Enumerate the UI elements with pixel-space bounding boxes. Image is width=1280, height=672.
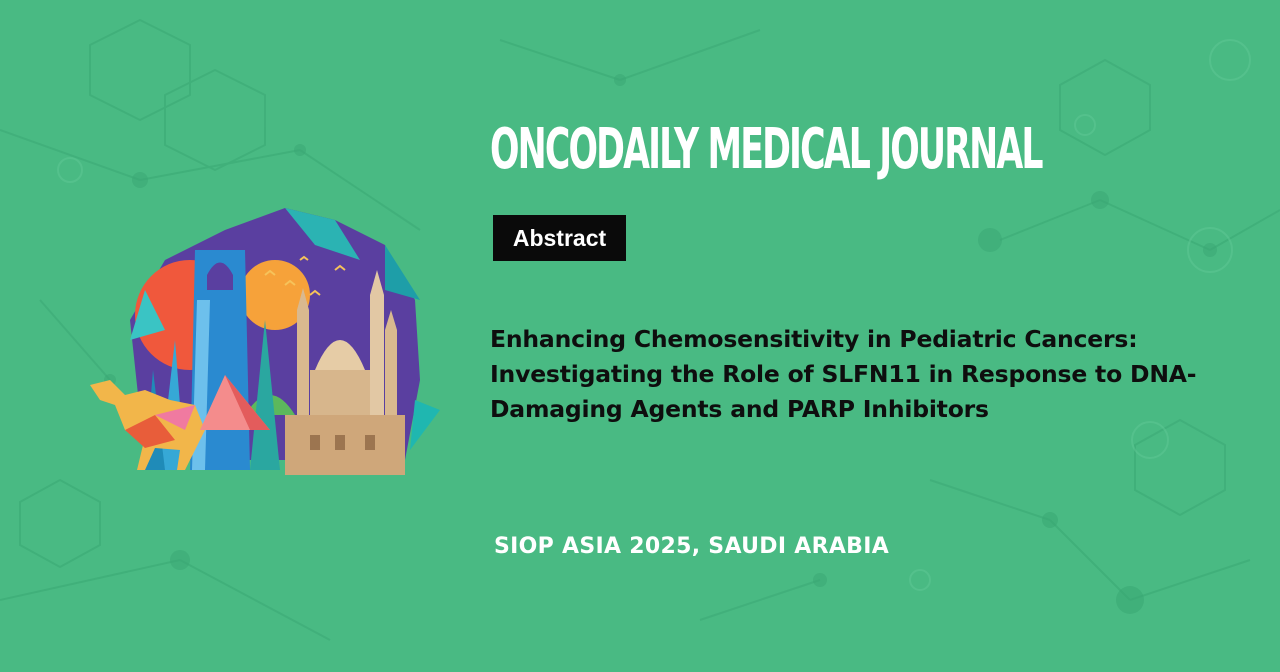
conference-label: SIOP ASIA 2025, SAUDI ARABIA — [494, 534, 890, 559]
journal-title: ONCODAILY MEDICAL JOURNAL — [490, 117, 1042, 182]
abstract-title: Enhancing Chemosensitivity in Pediatric Cancers: Investigating the Role of SLFN11 in Response to DNA-Damaging Agents and PARP Inhibitors — [490, 325, 1197, 423]
abstract-badge: Abstract — [493, 215, 626, 261]
saudi-landmarks-illustration — [85, 200, 440, 480]
